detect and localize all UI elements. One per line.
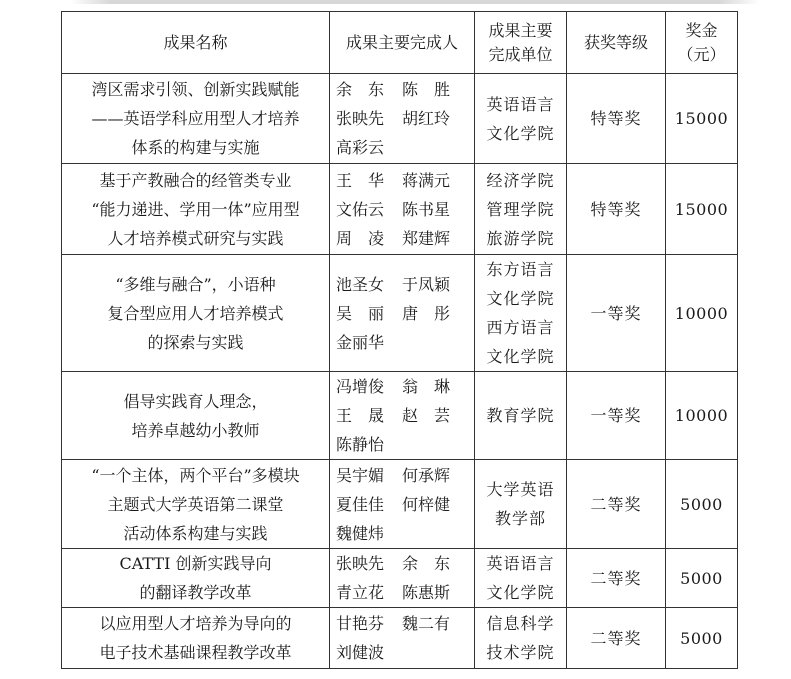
- prize-cell: 15000: [666, 74, 738, 164]
- unit-cell: 大学英语 教学部: [475, 460, 567, 549]
- achievement-title-cell: CATTI 创新实践导向 的翻译教学改革: [62, 549, 330, 608]
- unit-cell: 英语语言 文化学院: [475, 549, 567, 608]
- grade-cell: 特等奖: [567, 74, 666, 164]
- achievement-title-cell: 倡导实践育人理念， 培养卓越幼小教师: [62, 372, 330, 460]
- grade-cell: 二等奖: [567, 608, 666, 669]
- grade-cell: 二等奖: [567, 549, 666, 608]
- achievement-title-cell: 以应用型人才培养为导向的 电子技术基础课程教学改革: [62, 608, 330, 669]
- grade-cell: 二等奖: [567, 460, 666, 549]
- completers-cell: 冯增俊 翁 琳 王 晟 赵 芸 陈静怡: [330, 372, 475, 460]
- table-row: [62, 608, 738, 669]
- unit-cell: 教育学院: [475, 372, 567, 460]
- grade-cell: 特等奖: [567, 164, 666, 255]
- header-grade: 获奖等级: [567, 12, 666, 74]
- table-row: [62, 74, 738, 164]
- table-row: [62, 372, 738, 460]
- header-unit: 成果主要 完成单位: [475, 12, 567, 74]
- header-title: 成果名称: [62, 12, 330, 74]
- unit-cell: 英语语言 文化学院: [475, 74, 567, 164]
- completers-cell: 吴宇媚 何承辉 夏佳佳 何梓健 魏健炜: [330, 460, 475, 549]
- unit-cell: 经济学院 管理学院 旅游学院: [475, 164, 567, 255]
- completers-cell: 余 东 陈 胜 张映先 胡红玲 高彩云: [330, 74, 475, 164]
- unit-cell: 信息科学 技术学院: [475, 608, 567, 669]
- unit-cell: 东方语言 文化学院 西方语言 文化学院: [475, 255, 567, 372]
- achievement-title-cell: 湾区需求引领、创新实践赋能 ——英语学科应用型人才培养 体系的构建与实施: [62, 74, 330, 164]
- prize-cell: 5000: [666, 608, 738, 669]
- table-row: [62, 255, 738, 372]
- prize-cell: 15000: [666, 164, 738, 255]
- header-prize: 奖金 （元）: [666, 12, 738, 74]
- prize-cell: 5000: [666, 549, 738, 608]
- completers-cell: 张映先 余 东 青立花 陈惠斯: [330, 549, 475, 608]
- table-row: [62, 164, 738, 255]
- prize-cell: 5000: [666, 460, 738, 549]
- grade-cell: 一等奖: [567, 255, 666, 372]
- awards-table: [61, 11, 738, 669]
- prize-cell: 10000: [666, 255, 738, 372]
- completers-cell: 池圣女 于凤颖 吴 丽 唐 彤 金丽华: [330, 255, 475, 372]
- achievement-title-cell: “一个主体，两个平台”多模块 主题式大学英语第二课堂 活动体系构建与实践: [62, 460, 330, 549]
- table-row: [62, 549, 738, 608]
- completers-cell: 王 华 蒋满元 文佑云 陈书星 周 凌 郑建辉: [330, 164, 475, 255]
- grade-cell: 一等奖: [567, 372, 666, 460]
- completers-cell: 甘艳芬 魏二有 刘健波: [330, 608, 475, 669]
- table-header-row: [62, 12, 738, 74]
- achievement-title-cell: 基于产教融合的经管类专业 “能力递进、学用一体”应用型 人才培养模式研究与实践: [62, 164, 330, 255]
- header-people: 成果主要完成人: [330, 12, 475, 74]
- table-row: [62, 460, 738, 549]
- cropped-title-remnant: [70, 0, 760, 4]
- prize-cell: 10000: [666, 372, 738, 460]
- achievement-title-cell: “多维与融合”，小语种 复合型应用人才培养模式 的探索与实践: [62, 255, 330, 372]
